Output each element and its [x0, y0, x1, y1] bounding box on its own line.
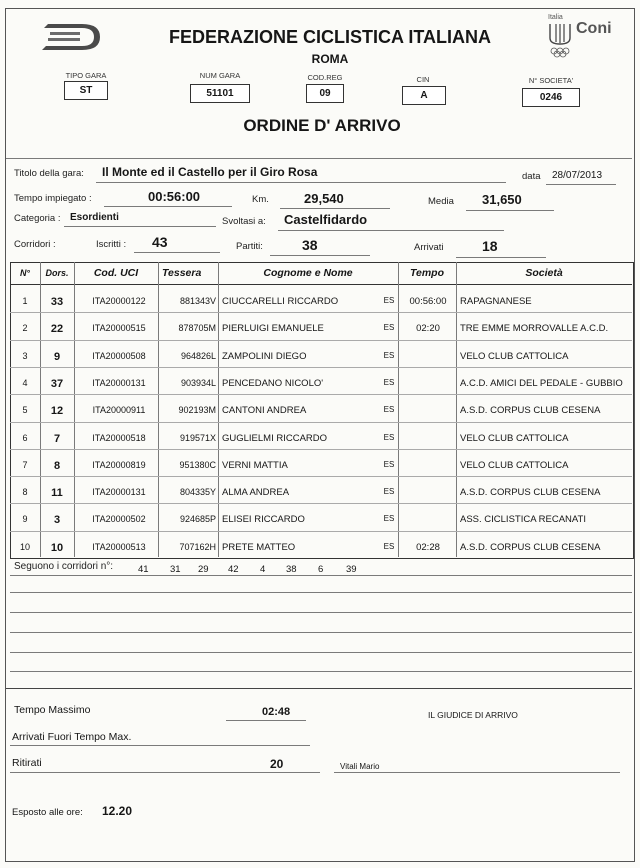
cell-dors: 8 [53, 459, 61, 472]
following-number: 42 [228, 564, 239, 575]
cell-tessera: 951380C [179, 459, 216, 470]
judge-name: Vitali Mario [340, 762, 380, 771]
header-cod-uci: Cod. UCI [93, 267, 139, 279]
riders-registered: 43 [152, 234, 168, 250]
code-box-cin: A [402, 86, 446, 105]
cell-cat: ES [383, 296, 395, 305]
cell-n: 9 [22, 514, 28, 525]
fci-logo [40, 20, 104, 54]
cell-uci: ITA20000518 [92, 432, 146, 443]
cell-team: A.S.D. CORPUS CLUB CESENA [460, 541, 601, 553]
cell-dors: 33 [50, 296, 64, 308]
cell-team: A.S.D. CORPUS CLUB CESENA [460, 487, 601, 499]
cell-uci: ITA20000515 [92, 323, 146, 334]
cell-time: 02:20 [416, 323, 440, 335]
riders-registered-label: Iscritti : [96, 239, 127, 250]
riders-started: 38 [302, 237, 318, 253]
code-label-cin: CIN [416, 75, 430, 84]
cell-team: VELO CLUB CATTOLICA [460, 432, 569, 444]
cell-tessera: 919571X [179, 432, 216, 443]
race-category-label: Categoria : [14, 213, 61, 224]
race-venue-label: Svoltasi a: [222, 216, 266, 227]
cell-uci: ITA20000513 [92, 541, 146, 552]
cell-name: GUGLIELMI RICCARDO [222, 432, 328, 444]
header-tessera: Tessera [162, 267, 202, 279]
cell-tessera: 878705M [178, 323, 216, 334]
race-time-label: Tempo impiegato : [14, 193, 92, 204]
document-title: ORDINE D' ARRIVO [243, 116, 401, 135]
cell-n: 5 [22, 405, 28, 416]
federation-title: FEDERAZIONE CICLISTICA ITALIANA [169, 27, 491, 47]
cell-cat: ES [383, 350, 395, 360]
race-time: 00:56:00 [148, 189, 201, 204]
race-category: Esordienti [70, 212, 119, 223]
cell-n: 8 [22, 487, 28, 498]
cell-cat: ES [383, 405, 395, 415]
cell-n: 3 [22, 350, 28, 361]
cell-uci: ITA20000122 [92, 296, 146, 306]
cell-name: ELISEI RICCARDO [222, 514, 305, 526]
cell-name: PENCEDANO NICOLO' [222, 377, 324, 389]
cell-n: 10 [19, 541, 30, 552]
retired-label: Ritirati [12, 757, 42, 769]
header-name: Cognome e Nome [263, 267, 353, 279]
header-dors: Dors. [45, 268, 69, 278]
code-label-tipo-gara: TIPO GARA [65, 71, 107, 80]
cell-uci: ITA20000502 [92, 514, 146, 525]
cell-dors: 11 [51, 487, 63, 500]
max-time: 02:48 [262, 706, 291, 718]
out-of-time-label: Arrivati Fuori Tempo Max. [12, 731, 132, 743]
cell-tessera: 707162H [179, 541, 216, 552]
cell-cat: ES [383, 323, 395, 333]
race-km-label: Km. [252, 194, 269, 205]
code-box-cod-reg: 09 [306, 84, 344, 103]
following-label: Seguono i corridori n°: [14, 561, 114, 572]
cell-tessera: 924685P [179, 514, 216, 525]
cell-n: 1 [22, 296, 28, 306]
cell-n: 7 [22, 459, 28, 470]
race-date-label: data [522, 171, 541, 182]
cell-team: VELO CLUB CATTOLICA [460, 350, 569, 362]
cell-cat: ES [383, 459, 395, 469]
race-date: 28/07/2013 [552, 170, 603, 181]
following-number: 6 [318, 564, 324, 575]
cell-dors: 12 [50, 405, 64, 418]
cell-team: VELO CLUB CATTOLICA [460, 459, 569, 471]
cell-cat: ES [383, 487, 395, 497]
cell-team: TRE EMME MORROVALLE A.C.D. [460, 323, 609, 335]
following-number: 39 [346, 564, 357, 575]
race-title: Il Monte ed il Castello per il Giro Rosa [102, 165, 318, 179]
cell-uci: ITA20000508 [92, 350, 146, 361]
max-time-label: Tempo Massimo [14, 704, 91, 716]
race-avg-label: Media [428, 196, 454, 207]
cell-tessera: 804335Y [179, 487, 216, 498]
code-label-num-gara: NUM GARA [199, 71, 241, 80]
retired: 20 [270, 757, 284, 771]
cell-dors: 9 [53, 350, 61, 363]
riders-started-label: Partiti: [236, 241, 263, 252]
cell-team: ASS. CICLISTICA RECANATI [460, 514, 586, 526]
cell-cat: ES [383, 432, 395, 442]
cell-tessera: 881343V [179, 296, 216, 306]
header-n: N° [19, 268, 31, 278]
coni-emblem-icon [548, 22, 572, 58]
cell-team: RAPAGNANESE [460, 296, 532, 307]
following-number: 41 [138, 564, 149, 575]
code-label-societa: N° SOCIETA' [528, 76, 574, 85]
cell-name: ALMA ANDREA [222, 487, 290, 499]
cell-name: PRETE MATTEO [222, 541, 296, 553]
cell-uci: ITA20000819 [92, 459, 146, 470]
race-km: 29,540 [304, 191, 344, 206]
judge-label: IL GIUDICE DI ARRIVO [428, 710, 518, 720]
cell-time: 02:28 [416, 541, 440, 553]
race-avg: 31,650 [482, 192, 522, 207]
cell-n: 6 [22, 432, 28, 443]
cell-n: 2 [22, 323, 28, 334]
posted-time: 12.20 [102, 804, 133, 818]
cell-dors: 22 [50, 323, 64, 336]
following-number: 38 [286, 564, 297, 575]
cell-cat: ES [383, 514, 395, 524]
following-number: 29 [198, 564, 209, 575]
code-box-tipo-gara: ST [64, 81, 108, 100]
cell-n: 4 [22, 377, 28, 388]
cell-name: CANTONI ANDREA [222, 405, 307, 417]
cell-cat: ES [383, 377, 395, 387]
cell-uci: ITA20000911 [92, 405, 146, 416]
posted-label: Esposto alle ore: [12, 807, 83, 818]
following-number: 31 [170, 564, 181, 575]
following-number: 4 [260, 564, 266, 575]
code-box-num-gara: 51101 [190, 84, 250, 103]
race-title-label: Titolo della gara: [14, 168, 84, 179]
header-tempo: Tempo [409, 267, 445, 279]
cell-team: A.C.D. AMICI DEL PEDALE - GUBBIO [460, 377, 623, 389]
cell-name: CIUCCARELLI RICCARDO [222, 296, 339, 307]
cell-uci: ITA20000131 [92, 487, 146, 498]
cell-name: PIERLUIGI EMANUELE [222, 323, 324, 335]
cell-dors: 10 [50, 541, 64, 554]
riders-label: Corridori : [14, 239, 56, 250]
cell-dors: 37 [50, 377, 64, 390]
cell-dors: 3 [53, 514, 61, 527]
riders-arrived-label: Arrivati [414, 242, 444, 253]
race-venue: Castelfidardo [284, 212, 368, 227]
cell-team: A.S.D. CORPUS CLUB CESENA [460, 405, 601, 417]
cell-tessera: 902193M [178, 405, 216, 416]
cell-tessera: 964826L [180, 350, 216, 361]
cell-uci: ITA20000131 [92, 377, 146, 388]
header-societa: Società [525, 267, 563, 279]
cell-tessera: 903934L [180, 377, 216, 388]
cell-name: VERNI MATTIA [222, 459, 288, 471]
divider [6, 158, 632, 159]
cell-cat: ES [383, 541, 395, 551]
coni-small-label: Italia [548, 14, 563, 21]
coni-logo [548, 14, 620, 64]
federation-region: ROMA [311, 52, 349, 66]
riders-arrived: 18 [482, 238, 498, 254]
cell-time: 00:56:00 [409, 296, 447, 307]
coni-label: Coni [576, 20, 612, 37]
code-label-cod-reg: COD.REG [307, 73, 343, 82]
cell-dors: 7 [53, 432, 61, 445]
cell-name: ZAMPOLINI DIEGO [222, 350, 307, 362]
code-box-societa: 0246 [522, 88, 580, 107]
